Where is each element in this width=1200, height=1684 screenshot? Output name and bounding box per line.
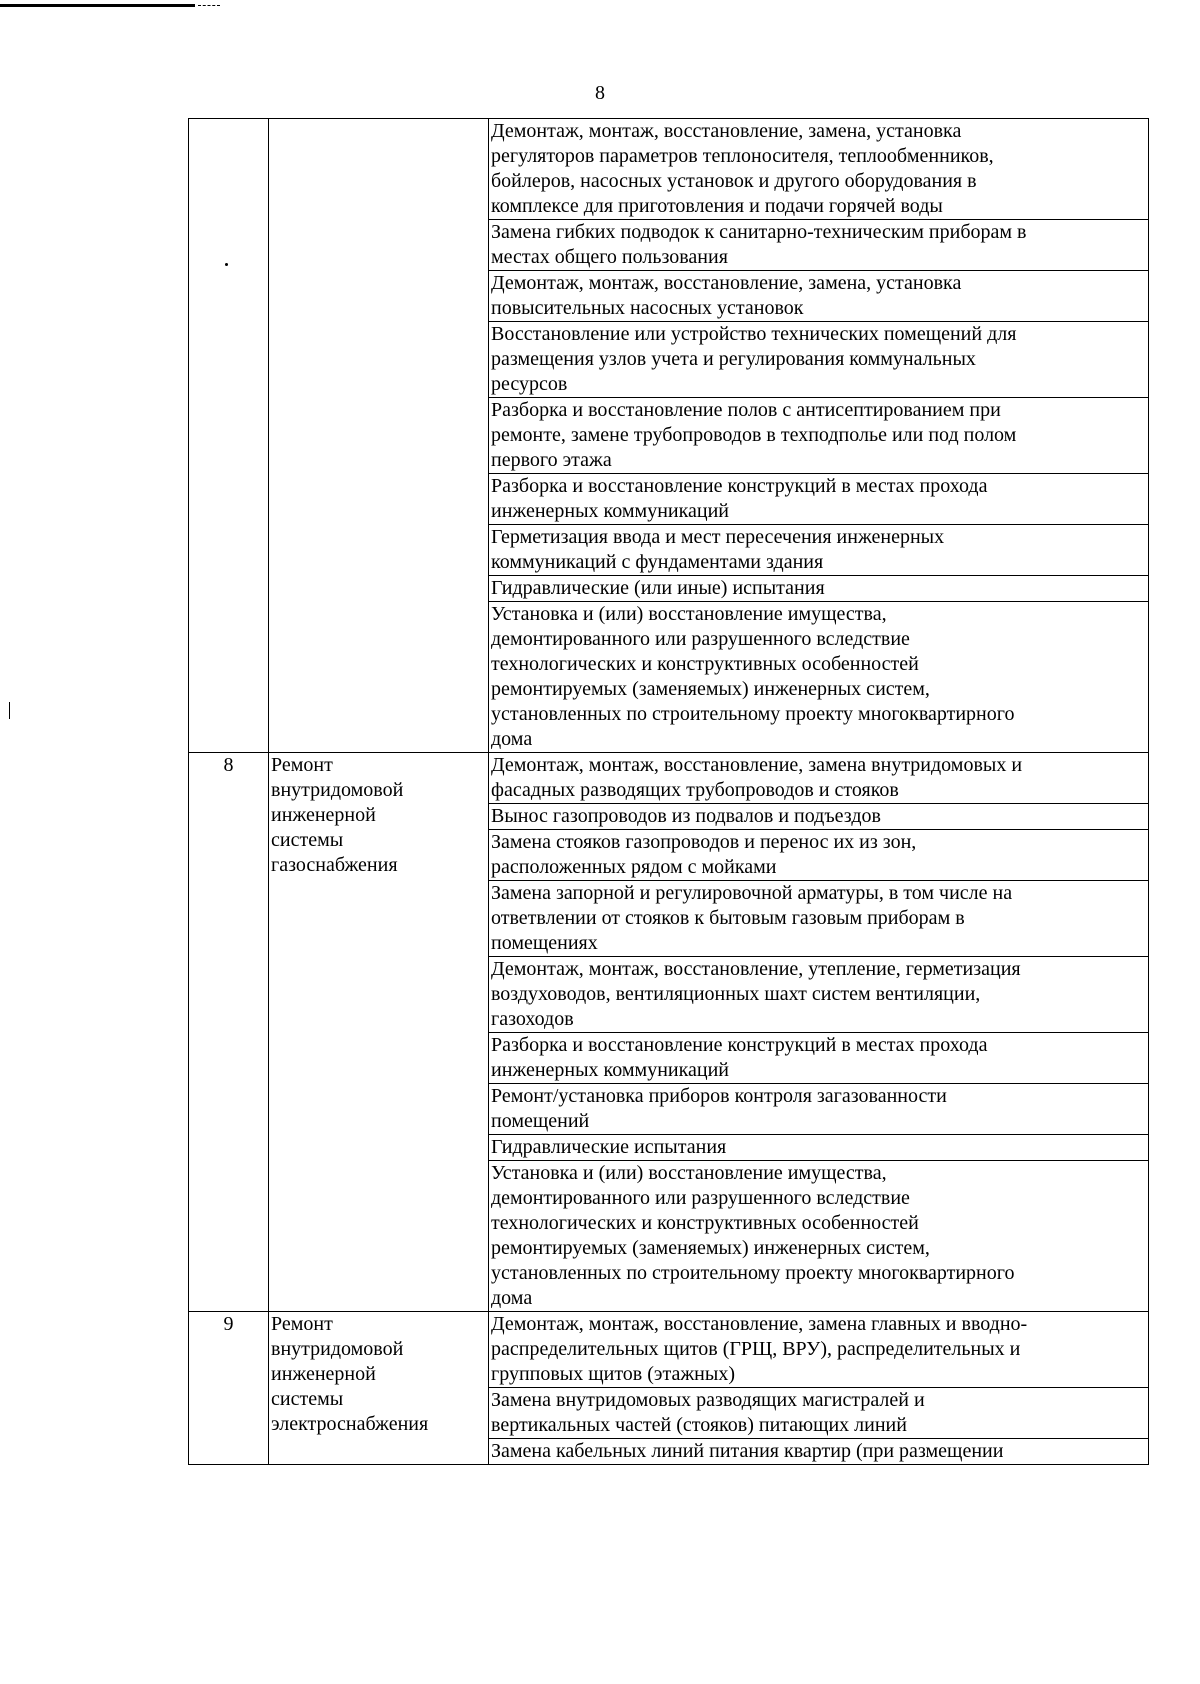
work-item-cell: Демонтаж, монтаж, восстановление, замена, установка повысительных насосных установок: [489, 271, 1149, 322]
table-row: [189, 1312, 1149, 1388]
scan-artifact-dash: [198, 5, 220, 7]
works-table-body: [189, 119, 1149, 1465]
system-name-cell: Ремонт внутридомовой инженерной системы электроснабжения: [269, 1312, 489, 1465]
work-item-cell: Гидравлические испытания: [489, 1135, 1149, 1161]
work-item-cell: Демонтаж, монтаж, восстановление, замена, установка регуляторов параметров теплоносителя, теплообменников, бойлеров, насосных установок и другого оборудования в комплексе для приготовления и подачи горячей воды: [489, 119, 1149, 220]
work-item-cell: Замена стояков газопроводов и перенос их из зон, расположенных рядом с мойками: [489, 830, 1149, 881]
work-item-cell: Демонтаж, монтаж, восстановление, замена главных и вводно- распределительных щитов (ГРЩ, ВРУ), распределительных и групповых щитов (этажных): [489, 1312, 1149, 1388]
work-item-cell: Установка и (или) восстановление имущества, демонтированного или разрушенного вследствие технологических и конструктивных особенностей ремонтируемых (заменяемых) инженерных систем, установленных по строительному проекту многоквартирного дома: [489, 1161, 1149, 1312]
work-item-cell: Демонтаж, монтаж, восстановление, утепление, герметизация воздуховодов, вентиляционных шахт систем вентиляции, газоходов: [489, 957, 1149, 1033]
work-item-cell: Гидравлические (или иные) испытания: [489, 576, 1149, 602]
row-number-cell: 8: [189, 753, 269, 1312]
row-number-cell: 9: [189, 1312, 269, 1465]
system-name-cell: [269, 119, 489, 753]
work-item-cell: Замена внутридомовых разводящих магистралей и вертикальных частей (стояков) питающих линий: [489, 1388, 1149, 1439]
work-item-cell: Разборка и восстановление конструкций в местах прохода инженерных коммуникаций: [489, 474, 1149, 525]
scan-artifact-dot: [225, 263, 228, 266]
system-name-cell: Ремонт внутридомовой инженерной системы газоснабжения: [269, 753, 489, 1312]
work-item-cell: Ремонт/установка приборов контроля загазованности помещений: [489, 1084, 1149, 1135]
work-item-cell: Герметизация ввода и мест пересечения инженерных коммуникаций с фундаментами здания: [489, 525, 1149, 576]
works-table: [188, 118, 1149, 1465]
work-item-cell: Вынос газопроводов из подвалов и подъездов: [489, 804, 1149, 830]
work-item-cell: Демонтаж, монтаж, восстановление, замена внутридомовых и фасадных разводящих трубопроводов и стояков: [489, 753, 1149, 804]
page-number: 8: [595, 82, 605, 104]
scan-artifact-bar: [0, 4, 195, 7]
work-item-cell: Разборка и восстановление конструкций в местах прохода инженерных коммуникаций: [489, 1033, 1149, 1084]
work-item-cell: Установка и (или) восстановление имущества, демонтированного или разрушенного вследствие технологических и конструктивных особенностей ремонтируемых (заменяемых) инженерных систем, установленных по строительному проекту многоквартирного дома: [489, 602, 1149, 753]
work-item-cell: Восстановление или устройство технических помещений для размещения узлов учета и регулирования коммунальных ресурсов: [489, 322, 1149, 398]
scan-artifact-tick: [9, 702, 10, 719]
row-number-cell: [189, 119, 269, 753]
work-item-cell: Замена запорной и регулировочной арматуры, в том числе на ответвлении от стояков к бытовым газовым приборам в помещениях: [489, 881, 1149, 957]
table-row: [189, 753, 1149, 804]
table-row: [189, 119, 1149, 220]
work-item-cell: Разборка и восстановление полов с антисептированием при ремонте, замене трубопроводов в техподполье или под полом первого этажа: [489, 398, 1149, 474]
work-item-cell: Замена гибких подводок к санитарно-техническим приборам в местах общего пользования: [489, 220, 1149, 271]
work-item-cell: Замена кабельных линий питания квартир (при размещении: [489, 1439, 1149, 1465]
